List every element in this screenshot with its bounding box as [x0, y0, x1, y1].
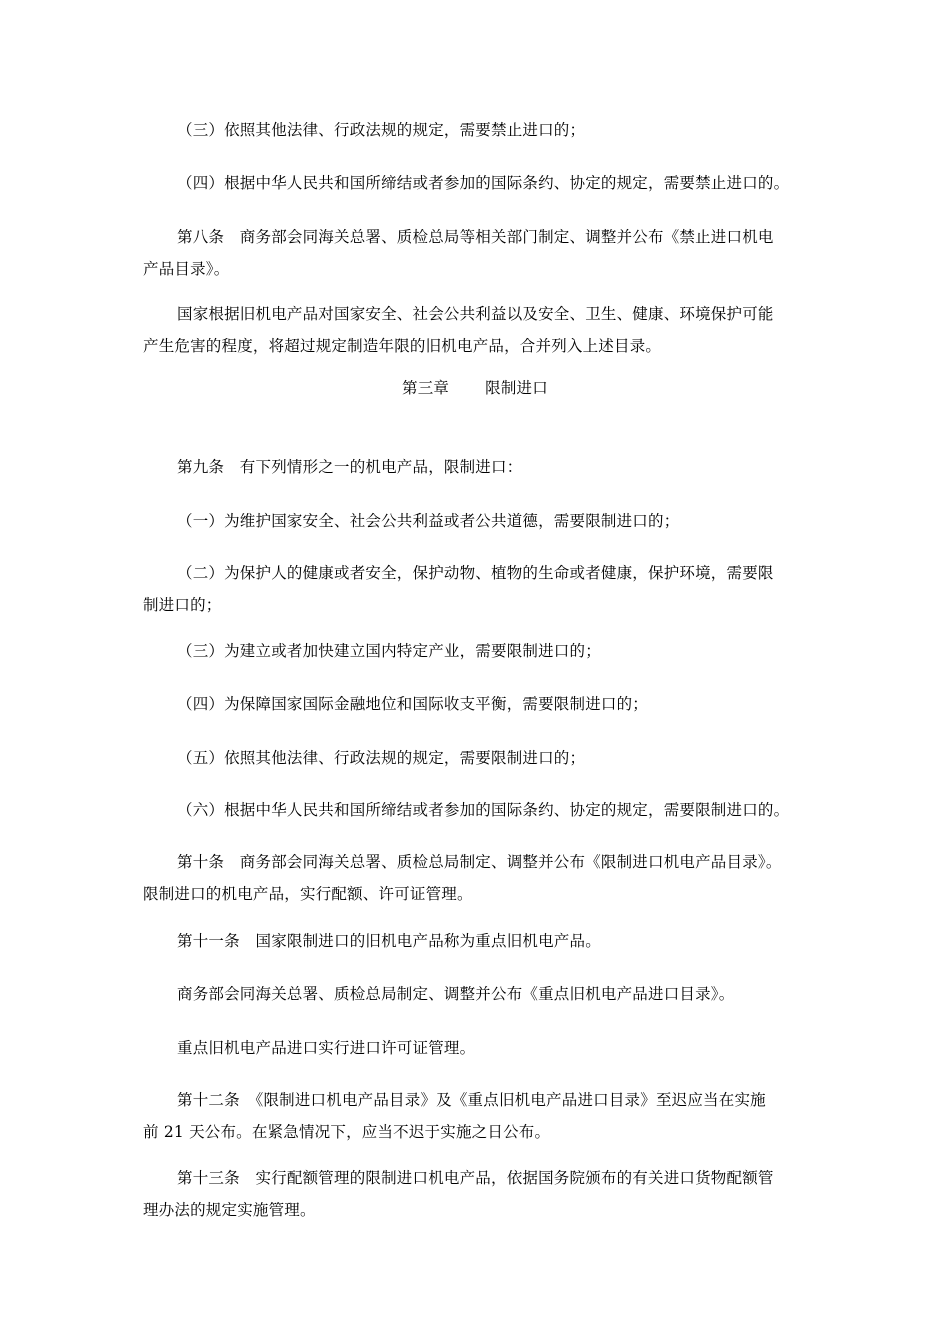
paragraph-article-10 [143, 846, 811, 910]
paragraph-item-4 [143, 167, 845, 199]
paragraph-item-3 [143, 114, 845, 146]
paragraph-article-11-catalog [143, 978, 845, 1010]
paragraph-line: 产品目录》。 [143, 260, 230, 278]
paragraph-line: （四）为保障国家国际金融地位和国际收支平衡，需要限制进口的； [177, 695, 649, 713]
paragraph-item-2 [143, 557, 811, 621]
paragraph-line: （五）依照其他法律、行政法规的规定，需要限制进口的； [177, 749, 586, 767]
chapter-heading [0, 372, 950, 404]
paragraph-line: （三）为建立或者加快建立国内特定产业，需要限制进口的； [177, 642, 601, 660]
paragraph-article-9 [143, 451, 845, 483]
paragraph-line: 第十三条 实行配额管理的限制进口机电产品，依据国务院颁布的有关进口货物配额管 [177, 1169, 774, 1187]
paragraph-article-11-license [143, 1032, 845, 1064]
paragraph-article-8-note [143, 298, 811, 362]
paragraph-article-12 [143, 1084, 811, 1148]
paragraph-line: 制进口的； [143, 596, 222, 614]
paragraph-line: （六）根据中华人民共和国所缔结或者参加的国际条约、协定的规定，需要限制进口的。 [177, 801, 790, 819]
paragraph-item-3b [143, 635, 845, 667]
paragraph-line: 商务部会同海关总署、质检总局制定、调整并公布《重点旧机电产品进口目录》。 [177, 985, 735, 1003]
paragraph-item-6 [143, 794, 845, 826]
paragraph-article-8 [143, 221, 811, 285]
paragraph-line: 第十二条 《限制进口机电产品目录》及《重点旧机电产品进口目录》至迟应当在实施 [177, 1091, 766, 1109]
chapter-number: 第三章 [402, 379, 450, 397]
paragraph-line: （一）为维护国家安全、社会公共利益或者公共道德，需要限制进口的； [177, 512, 680, 530]
paragraph-item-5 [143, 742, 845, 774]
paragraph-line: 第十一条 国家限制进口的旧机电产品称为重点旧机电产品。 [177, 932, 601, 950]
paragraph-line: 第十条 商务部会同海关总署、质检总局制定、调整并公布《限制进口机电产品目录》。 [177, 853, 782, 871]
paragraph-item-4b [143, 688, 845, 720]
chapter-title: 限制进口 [485, 379, 548, 397]
paragraph-line: 产生危害的程度，将超过规定制造年限的旧机电产品，合并列入上述目录。 [143, 337, 662, 355]
paragraph-line: 限制进口的机电产品，实行配额、许可证管理。 [143, 885, 473, 903]
paragraph-line: 第九条 有下列情形之一的机电产品，限制进口： [177, 458, 523, 476]
paragraph-item-1 [143, 505, 845, 537]
paragraph-line: 国家根据旧机电产品对国家安全、社会公共利益以及安全、卫生、健康、环境保护可能 [177, 305, 774, 323]
paragraph-line: 理办法的规定实施管理。 [143, 1201, 316, 1219]
paragraph-line: 前 21 天公布。在紧急情况下，应当不迟于实施之日公布。 [143, 1123, 551, 1141]
paragraph-line: （四）根据中华人民共和国所缔结或者参加的国际条约、协定的规定，需要禁止进口的。 [177, 174, 790, 192]
paragraph-line: 第八条 商务部会同海关总署、质检总局等相关部门制定、调整并公布《禁止进口机电 [177, 228, 774, 246]
paragraph-article-13 [143, 1162, 811, 1226]
paragraph-line: （二）为保护人的健康或者安全，保护动物、植物的生命或者健康，保护环境，需要限 [177, 564, 774, 582]
paragraph-line: （三）依照其他法律、行政法规的规定，需要禁止进口的； [177, 121, 586, 139]
paragraph-line: 重点旧机电产品进口实行进口许可证管理。 [177, 1039, 476, 1057]
paragraph-article-11 [143, 925, 845, 957]
